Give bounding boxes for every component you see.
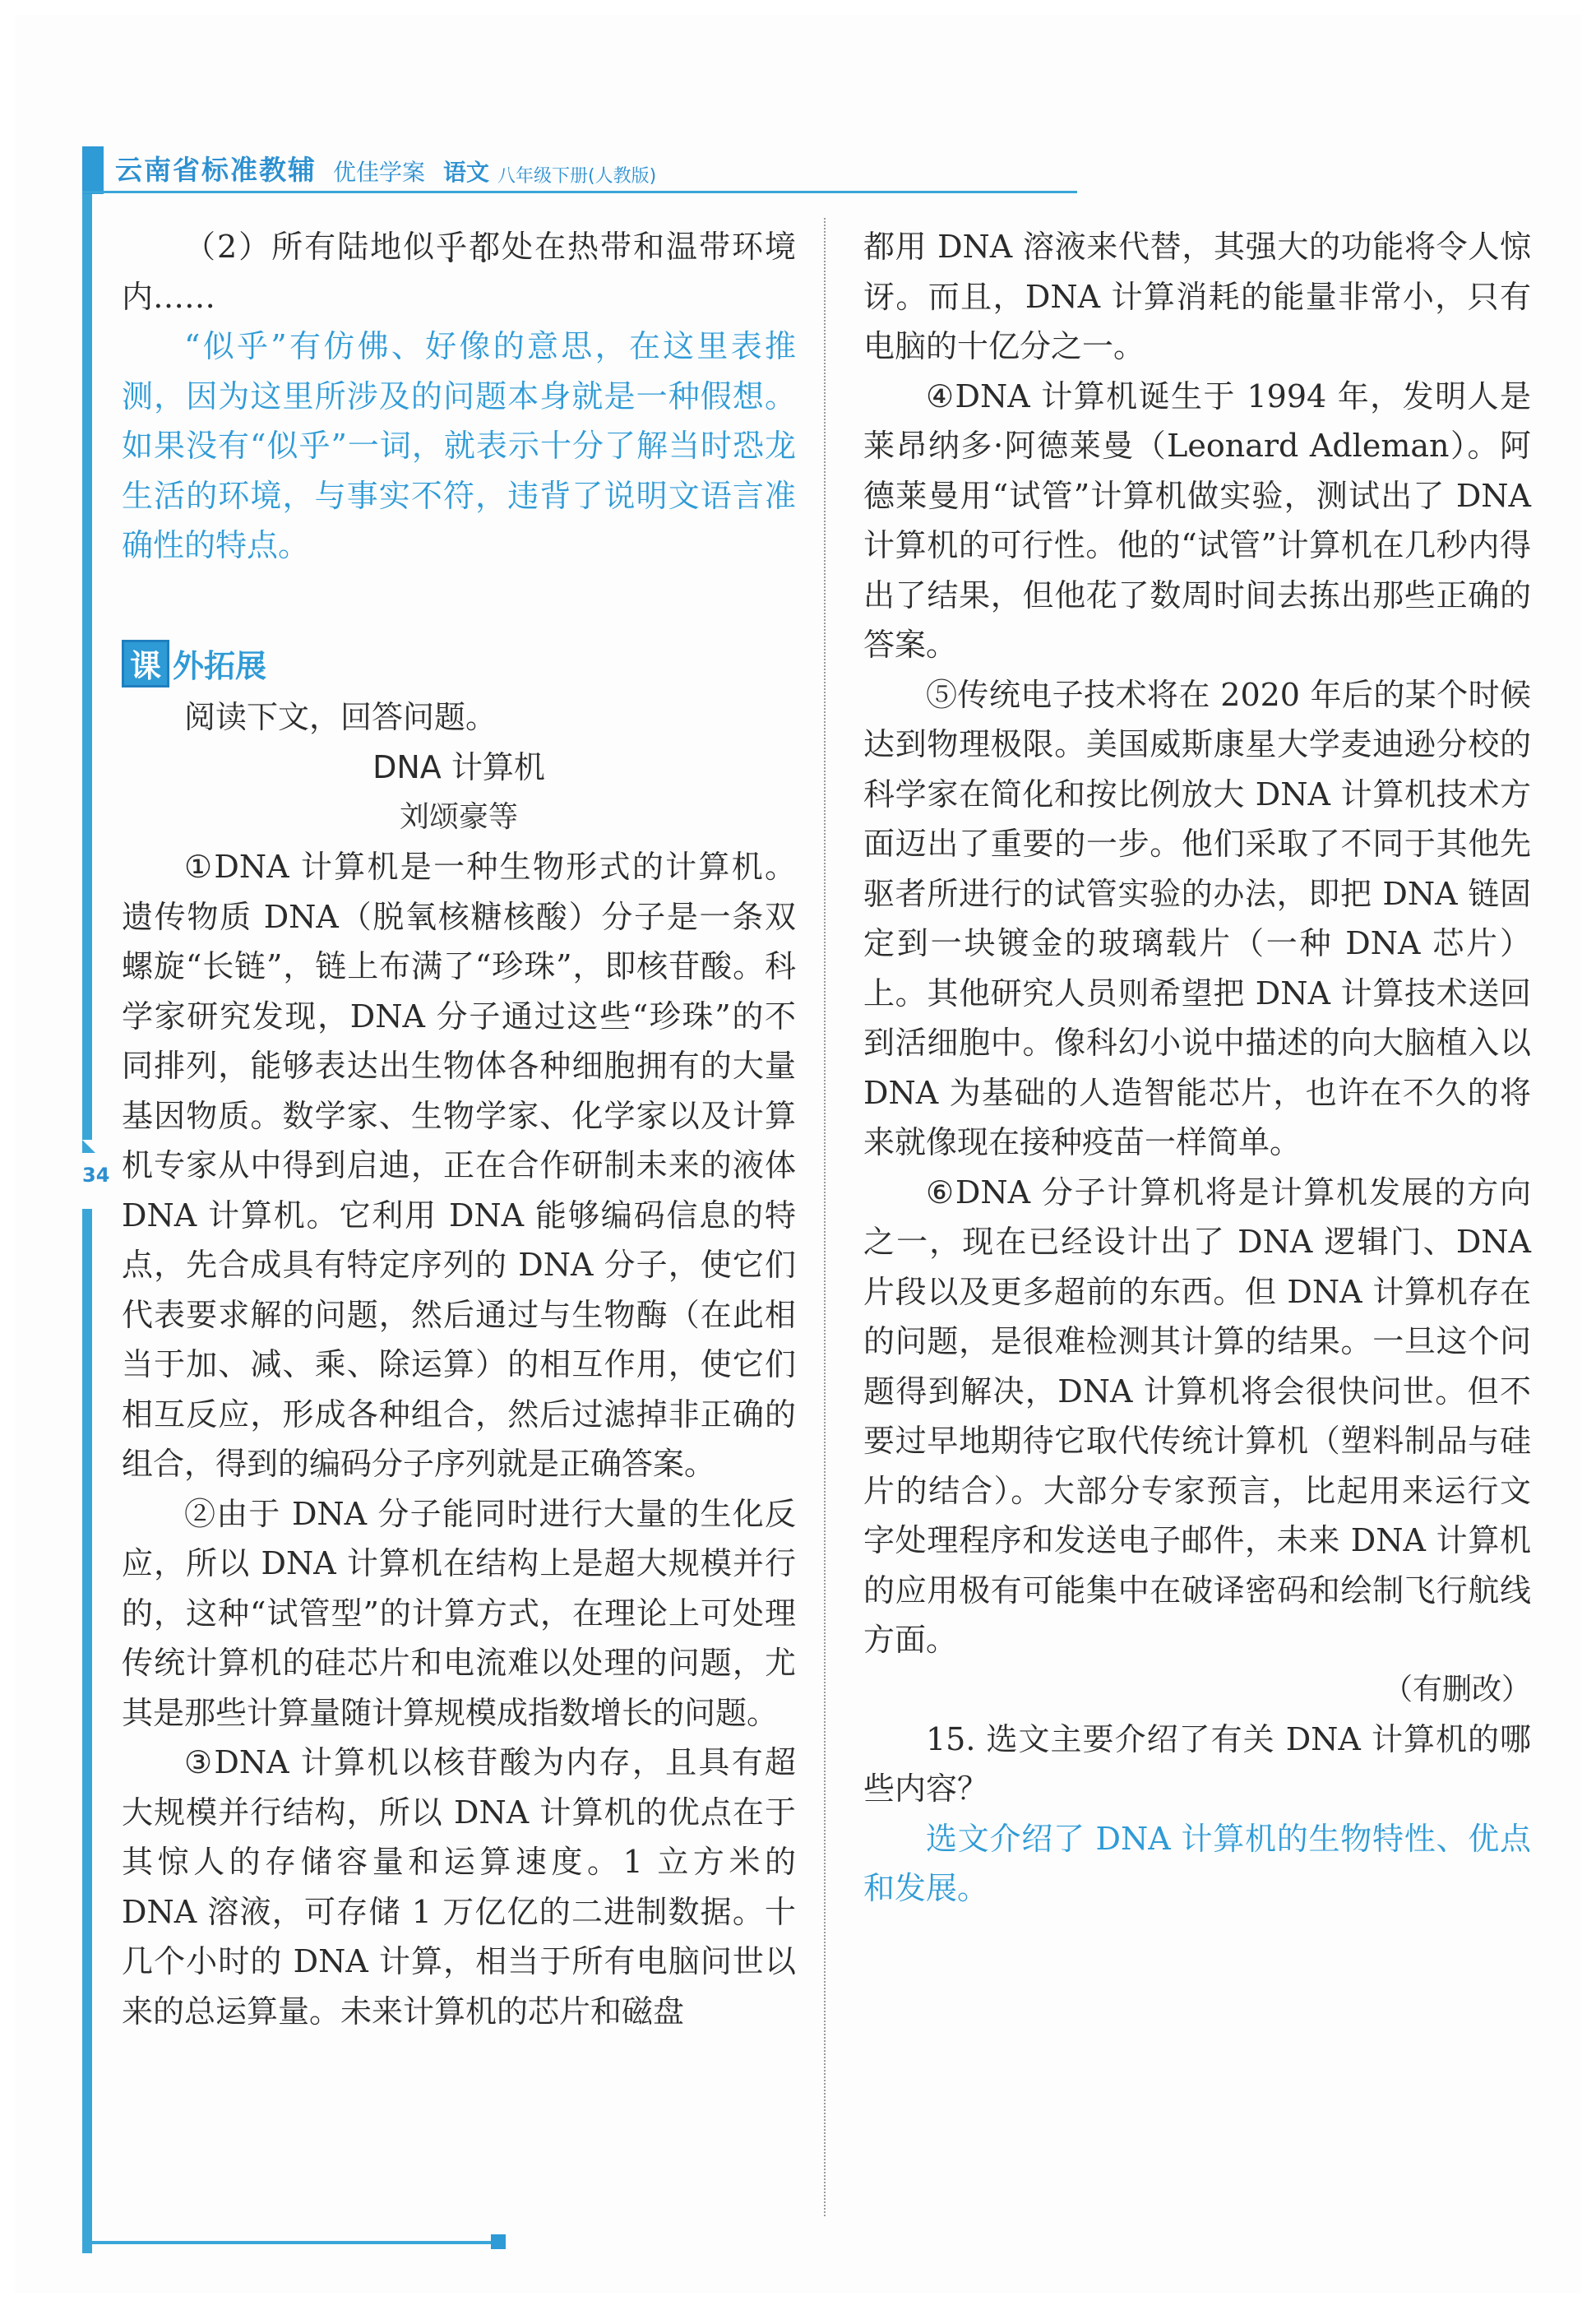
edge-notch <box>82 1140 95 1153</box>
emphasis-char-1: 似 <box>403 229 437 265</box>
paragraph-3: ③DNA 计算机以核苷酸为内存，且具有超大规模并行结构，所以 DNA 计算机的优点在于其惊人的存储容量和运算速度。1 立方米的 DNA 溶液，可存储 1 万亿亿的二进制数据。十几个小时的 DNA 计算，相当于所有电脑问世以来的总运算量。未来计算机的芯片和磁盘 <box>122 1744 796 2030</box>
paragraph-3-continued: 都用 DNA 溶液来代替，其强大的功能将令人惊讶。而且，DNA 计算消耗的能量非常小，只有电脑的十亿分之一。 <box>863 229 1531 364</box>
section-heading <box>122 640 796 687</box>
section-heading-text: 外拓展 <box>173 648 267 684</box>
page-number: 34 <box>82 1164 110 1187</box>
header-series: 云南省标准教辅 <box>115 154 317 186</box>
paragraph-6: ⑥DNA 分子计算机将是计算机发展的方向之一，现在已经设计出了 DNA 逻辑门、DNA 片段以及更多超前的东西。但 DNA 计算机存在的问题，是很难检测其计算的结果。一旦这个问题得到解决，DNA 计算机将会很快问世。但不要过早地期待它取代传统计算机（塑料制品与硅片的结合）。大部分专家预言，比起用来运行文字处理程序和发送电子邮件，未来 DNA 计算机的应用极有可能集中在破译密码和绘制飞行航线方面。 <box>863 1174 1531 1658</box>
paragraph-4: ④DNA 计算机诞生于 1994 年，发明人是莱昂纳多·阿德莱曼（Leonard Adleman）。阿德莱曼用“试管”计算机做实验，测试出了 DNA 计算机的可行性。他的“试管”计算机在几秒内得出了结果，但他花了数周时间去拣出那些正确的答案。 <box>863 377 1531 663</box>
article-title: DNA 计算机 <box>372 749 545 785</box>
header-subject: 语文 <box>443 159 490 186</box>
question-14-2 <box>122 222 796 322</box>
bottom-rule <box>82 2241 497 2244</box>
answer-14-2: “似乎”有仿佛、好像的意思，在这里表推测，因为这里所涉及的问题本身就是一种假想。如果没有“似乎”一词，就表示十分了解当时恐龙生活的环境，与事实不符，违背了说明文语言准确性的特点。 <box>122 328 796 563</box>
header-grade: 八年级下册(人教版) <box>497 166 657 187</box>
answer-15: 选文介绍了 DNA 计算机的生物特性、优点和发展。 <box>863 1820 1531 1906</box>
column-divider <box>824 218 826 2216</box>
paragraph-2: ②由于 DNA 分子能同时进行大量的生化反应，所以 DNA 计算机在结构上是超大规模并行的，这种“试管型”的计算方式，在理论上可处理传统计算机的硅芯片和电流难以处理的问题，尤其是那些计算量随计算规模成指数增长的问题。 <box>122 1495 796 1731</box>
right-column <box>863 222 1531 1914</box>
left-edge-bar-top <box>82 194 92 1140</box>
emphasis-char-2: 乎 <box>436 229 470 265</box>
left-column <box>122 222 796 2036</box>
paragraph-5: ⑤传统电子技术将在 2020 年后的某个时候达到物理极限。美国威斯康星大学麦迪逊分校的科学家在简化和按比例放大 DNA 计算机技术方面迈出了重要的一步。他们采取了不同于其他先驱者所进行的试管实验的办法，即把 DNA 链固定到一块镀金的玻璃载片（一种 DNA 芯片）上。其他研究人员则希望把 DNA 计算技术送回到活细胞中。像科幻小说中描述的向大脑植入以 DNA 为基础的人造智能芯片，也许在不久的将来就像现在接种疫苗一样简单。 <box>863 676 1531 1160</box>
reading-instruction: 阅读下文，回答问题。 <box>184 698 497 735</box>
header-rule <box>82 191 1077 193</box>
question-part-2: 都处在热带和温带环境内…… <box>122 229 796 315</box>
header-product: 优佳学案 <box>333 159 426 186</box>
paragraph-1: ①DNA 计算机是一种生物形式的计算机。遗传物质 DNA（脱氧核糖核酸）分子是一条双螺旋“长链”，链上布满了“珍珠”，即核苷酸。科学家研究发现，DNA 分子通过这些“珍珠”的不同排列，能够表达出生物体各种细胞拥有的大量基因物质。数学家、生物学家、化学家以及计算机专家从中得到启迪，正在合作研制未来的液体 DNA 计算机。它利用 DNA 能够编码信息的特点，先合成具有特定序列的 DNA 分子，使它们代表要求解的问题，然后通过与生物酶（在此相当于加、减、乘、除运算）的相互作用，使它们相互反应，形成各种组合，然后过滤掉非正确的组合，得到的编码分子序列就是正确答案。 <box>122 849 796 1482</box>
edit-note: （有删改） <box>1382 1672 1531 1706</box>
question-15: 15. 选文主要介绍了有关 DNA 计算机的哪些内容？ <box>863 1720 1531 1807</box>
bottom-square-marker <box>491 2234 506 2249</box>
header-accent-block <box>82 146 104 194</box>
article-author: 刘颂豪等 <box>399 800 518 834</box>
page-header <box>115 146 656 187</box>
question-part-1: （2）所有陆地 <box>184 229 404 265</box>
left-edge-bar-bottom <box>82 1209 92 2253</box>
section-heading-box: 课 <box>122 640 169 687</box>
